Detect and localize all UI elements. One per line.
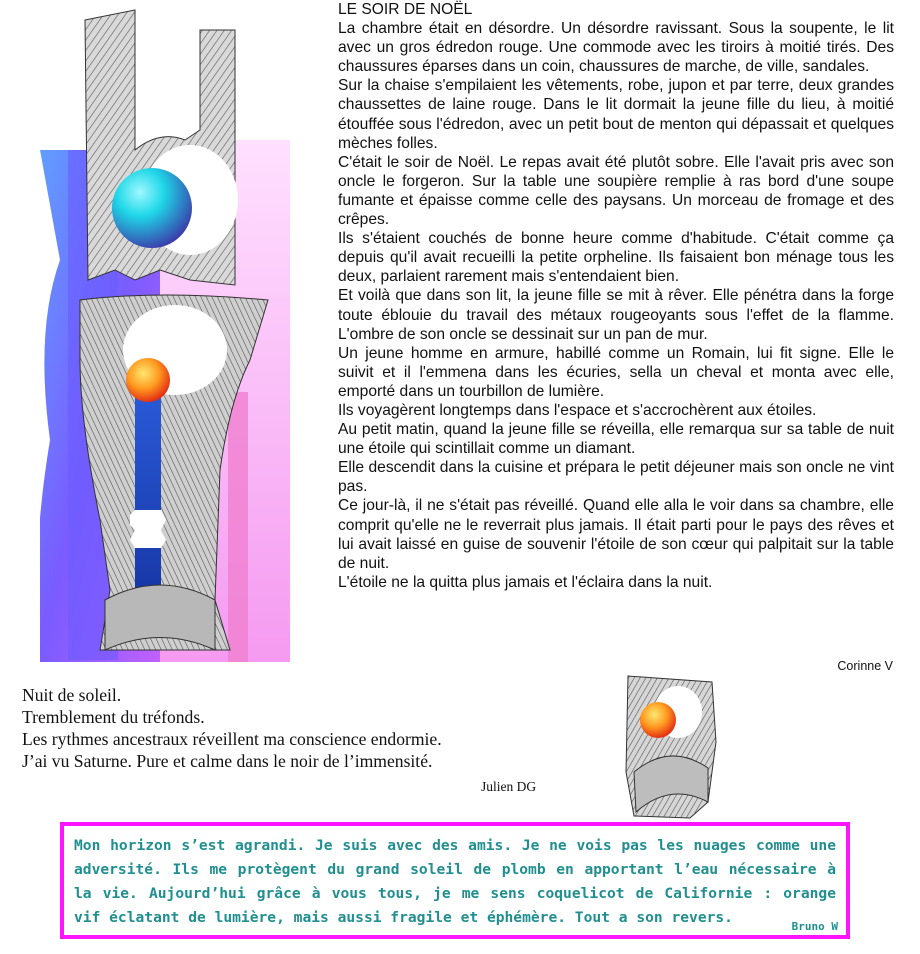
story-paragraph: Ils voyagèrent longtemps dans l'espace et s'accrochèrent aux étoiles.	[338, 401, 817, 419]
poem-line: Tremblement du tréfonds.	[22, 707, 205, 727]
story-paragraph: Et voilà que dans son lit, la jeune fille se mit à rêver. Elle pénétra dans la forge toute éblouie du travail des métaux rougeoyants sous l'effet de la flamme. L'ombre de son oncle se dessinait sur un pan de mur.	[338, 287, 894, 343]
story-paragraph: C'était le soir de Noël. Le repas avait été plutôt sobre. Elle l'avait pris avec son oncle le forgeron. Sur la table une soupière remplie à ras bord d'une soupe fumante et épaisse comme celle des paysans. Un morceau de fromage et des crêpes.	[338, 153, 894, 229]
poem-line: Les rythmes ancestraux réveillent ma conscience endormie.	[22, 729, 442, 749]
quote-box	[60, 822, 850, 939]
abstract-artwork	[40, 0, 300, 662]
poem-author: Julien DG	[481, 779, 537, 794]
story-paragraph: Ce jour-là, il ne s'était pas réveillé. Quand elle alla le voir dans sa chambre, elle comprit qu'elle ne le reverrait plus jamais. Il était parti pour le pays des rêves et lui avait laissé en guise de souvenir l'étoile de son cœur qui palpitait sur la table de nuit.	[338, 497, 894, 572]
story-paragraph: Un jeune homme en armure, habillé comme un Romain, lui fit signe. Elle le suivit et il l'emmena dans les écuries, sella un cheval et monta avec elle, emporté dans un tourbillon de lumière.	[338, 344, 894, 400]
story-paragraph: Au petit matin, quand la jeune fille se réveilla, elle remarqua sur sa table de nuit une étoile qui scintillait comme un diamant.	[338, 421, 894, 458]
story-paragraph: Ils s'étaient couchés de bonne heure comme d'habitude. C'était comme ça depuis qu'il avait recueilli la petite orpheline. Ils faisaient bon ménage tous les deux, parlaient rarement mais s'entendaient bien.	[338, 230, 894, 286]
poem-line: Nuit de soleil.	[22, 685, 122, 705]
story-title: LE SOIR DE NOËL	[338, 1, 473, 18]
story-author: Corinne V	[837, 659, 893, 673]
quote-author: Bruno W	[791, 920, 838, 933]
small-artwork	[620, 672, 724, 820]
story-paragraph: Elle descendit dans la cuisine et prépara le petit déjeuner mais son oncle ne vint pas.	[338, 459, 894, 496]
story-paragraph: L'étoile ne la quitta plus jamais et l'éclaira dans la nuit.	[338, 573, 713, 591]
story-paragraph: La chambre était en désordre. Un désordre ravissant. Sous la soupente, le lit avec un gros édredon rouge. Une commode avec les tiroirs à moitié tirés. Des chaussures éparses dans un coin, chaussures de marche, de ville, sandales.	[338, 20, 894, 76]
story-paragraph: Sur la chaise s'empilaient les vêtements, robe, jupon et par terre, deux grandes chaussettes de laine rouge. Dans le lit dormait la jeune fille du lieu, à moitié étouffée sous l'édredon, avec un petit bout de menton qui dépassait et quelques mèches folles.	[338, 77, 894, 152]
story-text	[338, 0, 894, 592]
poem	[22, 684, 442, 772]
quote-text: Mon horizon s’est agrandi. Je suis avec des amis. Je ne vois pas les nuages comme une adversité. Ils me protègent du grand soleil de plomb en apportant l’eau nécessaire à la vie. Aujourd’hui grâce à vous tous, je me sens coquelicot de Californie : orange vif éclatant de lumière, mais aussi fragile et éphémère. Tout a son revers.	[74, 837, 836, 926]
poem-line: J’ai vu Saturne. Pure et calme dans le noir de l’immensité.	[22, 751, 433, 771]
